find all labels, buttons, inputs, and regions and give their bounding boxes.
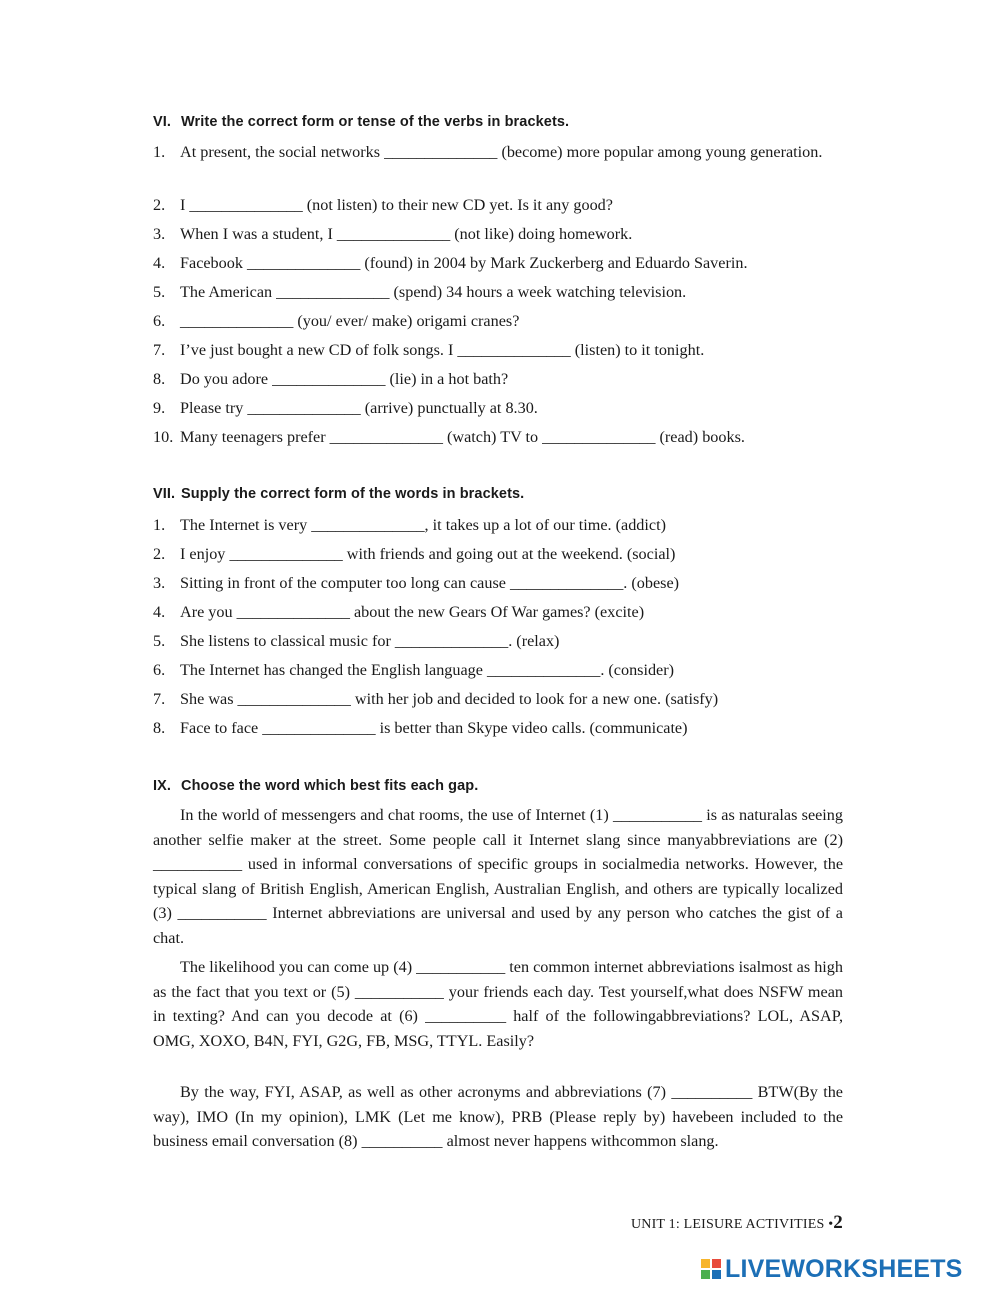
- item-text: ______________ (you/ ever/ make) origami cranes?: [180, 312, 520, 330]
- item-number: 8.: [153, 370, 166, 388]
- section-7-item: [153, 687, 843, 711]
- brand-name: LIVEWORKSHEETS: [725, 1254, 963, 1283]
- item-number: 2.: [153, 196, 166, 214]
- item-text: I ______________ (not listen) to their new CD yet. Is it any good?: [180, 196, 613, 214]
- section-6-item: [153, 425, 843, 449]
- section-7-item: [153, 629, 843, 653]
- section-6-item: [153, 396, 843, 420]
- page-footer: [631, 1212, 843, 1234]
- liveworksheets-icon: [700, 1258, 722, 1280]
- item-text: Sitting in front of the computer too long can cause ______________. (obese): [180, 574, 680, 592]
- section-7-item: [153, 542, 843, 566]
- section-7-item: [153, 716, 843, 740]
- liveworksheets-logo: [700, 1254, 963, 1284]
- section-6-item: [153, 280, 843, 304]
- cloze-paragraph: By the way, FYI, ASAP, as well as other acronyms and abbreviations (7) __________ BTW(By the way), IMO (In my opinion), LMK (Let me know), PRB (Please reply by) havebeen included to the business email conversation (8) __________ almost never happens withcommon slang.: [153, 1083, 843, 1150]
- section-9-heading: [153, 778, 478, 794]
- section-7-item: [153, 658, 843, 682]
- item-number: 1.: [153, 143, 166, 161]
- section-9-number: IX.: [153, 778, 172, 794]
- section-6-item: [153, 338, 843, 362]
- section-6-item: [153, 309, 843, 333]
- section-6-title: Write the correct form or tense of the verbs in brackets.: [181, 114, 570, 130]
- item-number: 2.: [153, 545, 166, 563]
- item-text: She was ______________ with her job and decided to look for a new one. (satisfy): [180, 690, 719, 708]
- page-number: 2: [833, 1212, 843, 1233]
- item-number: 7.: [153, 690, 166, 708]
- section-7-number: VII.: [153, 486, 176, 502]
- item-text: Please try ______________ (arrive) punctually at 8.30.: [180, 399, 538, 417]
- item-number: 3.: [153, 225, 166, 243]
- section-9-title: Choose the word which best fits each gap.: [181, 778, 479, 794]
- section-6-item: [153, 140, 843, 164]
- item-number: 8.: [153, 719, 166, 737]
- item-number: 10.: [153, 428, 174, 446]
- cloze-paragraph: The likelihood you can come up (4) ___________ ten common internet abbreviations isalmost as high as the fact that you text or (5) ___________ your friends each day. Test yourself,what does NSFW mean in texting? And can you decode at (6) __________ half of the followingabbreviations? LOL, ASAP, OMG, XOXO, B4N, FYI, G2G, FB, MSG, TTYL. Easily?: [153, 958, 843, 1050]
- section-6-number: VI.: [153, 114, 172, 130]
- item-number: 3.: [153, 574, 166, 592]
- item-text: The American ______________ (spend) 34 hours a week watching television.: [180, 283, 687, 301]
- section-7-item: [153, 600, 843, 624]
- item-number: 4.: [153, 603, 166, 621]
- item-text: Face to face ______________ is better than Skype video calls. (communicate): [180, 719, 688, 737]
- section-6-item: [153, 193, 843, 217]
- item-text: Do you adore ______________ (lie) in a hot bath?: [180, 370, 509, 388]
- cloze-paragraph: In the world of messengers and chat rooms, the use of Internet (1) ___________ is as naturalas seeing another selfie maker at the street. Some people call it Internet slang since manyabbreviations are (2) ___________ used in informal conversations of specific groups in socialmedia networks. However, the typical slang of British English, American English, Australian English, and others are typically localized (3) ___________ Internet abbreviations are universal and used by any person who catches the gist of a chat.: [153, 806, 843, 947]
- item-text: I’ve just bought a new CD of folk songs. I ______________ (listen) to it tonight.: [180, 341, 705, 359]
- item-number: 6.: [153, 661, 166, 679]
- item-text: Are you ______________ about the new Gears Of War games? (excite): [180, 603, 645, 621]
- section-7-heading: [153, 486, 524, 502]
- item-number: 4.: [153, 254, 166, 272]
- item-text: The Internet is very ______________, it takes up a lot of our time. (addict): [180, 516, 666, 534]
- section-7-item: [153, 513, 843, 537]
- section-6-item: [153, 251, 843, 275]
- item-number: 1.: [153, 516, 166, 534]
- unit-label: UNIT 1: LEISURE ACTIVITIES •: [630, 1217, 834, 1232]
- item-number: 7.: [153, 341, 166, 359]
- item-number: 5.: [153, 283, 166, 301]
- item-text: Many teenagers prefer ______________ (watch) TV to ______________ (read) books.: [180, 428, 745, 446]
- section-6-item: [153, 367, 843, 391]
- item-number: 5.: [153, 632, 166, 650]
- item-text: At present, the social networks ______________ (become) more popular among young generation.: [180, 143, 823, 161]
- item-text: I enjoy ______________ with friends and going out at the weekend. (social): [180, 545, 676, 563]
- section-6-heading: [153, 114, 569, 130]
- item-text: She listens to classical music for ______________. (relax): [180, 632, 560, 650]
- item-text: Facebook ______________ (found) in 2004 by Mark Zuckerberg and Eduardo Saverin.: [180, 254, 748, 272]
- item-text: When I was a student, I ______________ (not like) doing homework.: [180, 225, 633, 243]
- section-7-item: [153, 571, 843, 595]
- section-7-title: Supply the correct form of the words in brackets.: [181, 486, 525, 502]
- item-number: 6.: [153, 312, 166, 330]
- item-number: 9.: [153, 399, 166, 417]
- item-text: The Internet has changed the English language ______________. (consider): [180, 661, 675, 679]
- section-6-item: [153, 222, 843, 246]
